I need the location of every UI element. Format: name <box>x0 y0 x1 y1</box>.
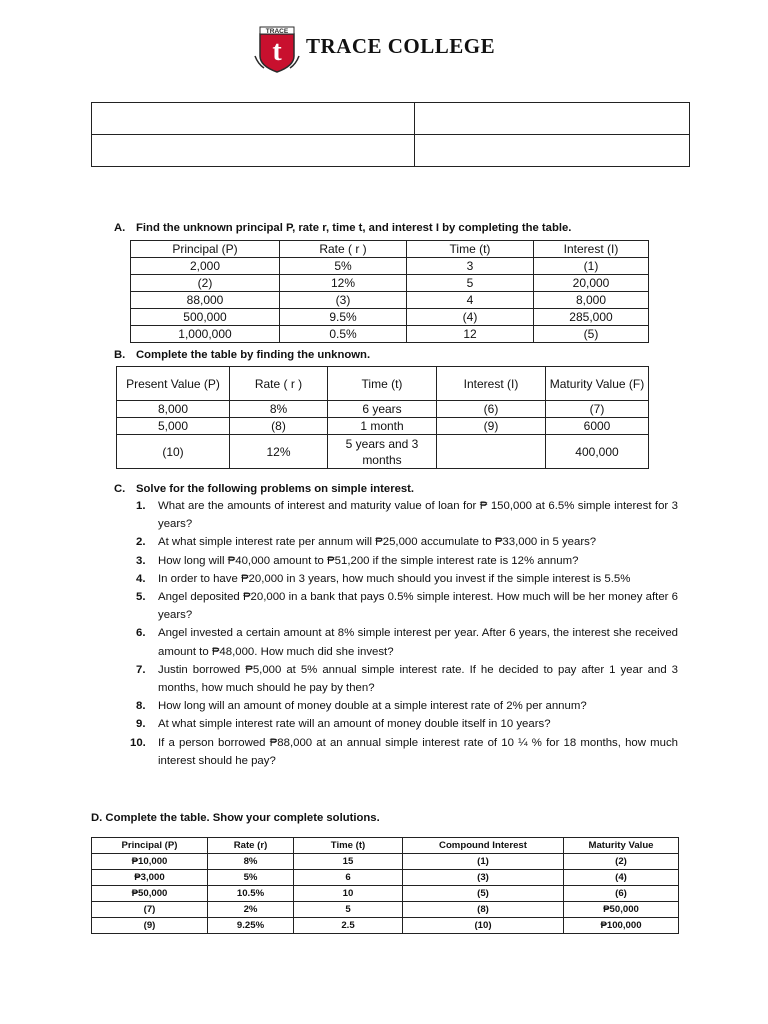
table-a-cell: (2) <box>131 275 280 292</box>
table-a-cell: 3 <box>407 258 534 275</box>
problem-text: At what simple interest rate per annum will ₱25,000 accumulate to ₱33,000 in 5 years? <box>158 536 597 549</box>
list-item <box>116 661 678 697</box>
table-d-cell: 5% <box>208 870 294 886</box>
table-a-cell: 20,000 <box>534 275 649 292</box>
problem-text: If a person borrowed ₱88,000 at an annual simple interest rate of 10 ¼ % for 18 months, how much interest should he pay? <box>158 736 678 767</box>
table-a-cell: 8,000 <box>534 292 649 309</box>
table-d-cell: (1) <box>403 854 564 870</box>
table-b-header: Present Value (P) <box>117 367 230 401</box>
table-b-cell: 6000 <box>546 418 649 435</box>
problem-number: 9. <box>136 718 146 731</box>
section-a-instruction: Find the unknown principal P, rate r, time t, and interest I by completing the table. <box>136 222 572 234</box>
table-a-cell: 4 <box>407 292 534 309</box>
info-cell <box>415 135 690 167</box>
table-b-cell: 8% <box>230 401 328 418</box>
table-a-cell: (1) <box>534 258 649 275</box>
section-b-instruction: Complete the table by finding the unknown. <box>136 349 371 361</box>
table-b-header: Time (t) <box>328 367 437 401</box>
problem-number: 6. <box>136 627 146 640</box>
table-d-cell: 5 <box>294 902 403 918</box>
table-a-cell: (4) <box>407 309 534 326</box>
problem-text: How long will an amount of money double at a simple interest rate of 2% per annum? <box>158 700 587 713</box>
problem-number: 5. <box>136 591 146 604</box>
table-d-header: Rate (r) <box>208 838 294 854</box>
table-a-cell: (3) <box>280 292 407 309</box>
problem-text: Angel invested a certain amount at 8% simple interest per year. After 6 years, the interest she received amount to ₱48,000. How much did she invest? <box>158 627 678 658</box>
table-row <box>92 870 679 886</box>
table-b-cell: 5,000 <box>117 418 230 435</box>
list-item <box>116 697 678 715</box>
table-a-header: Time (t) <box>407 241 534 258</box>
table-d-cell: 2.5 <box>294 918 403 934</box>
table-d-cell: 6 <box>294 870 403 886</box>
section-c-heading <box>114 483 414 495</box>
table-d-cell: (3) <box>403 870 564 886</box>
table-d-cell: (4) <box>564 870 679 886</box>
table-row <box>117 401 649 418</box>
table-row <box>92 902 679 918</box>
problem-number: 4. <box>136 572 146 585</box>
table-d-cell: 9.25% <box>208 918 294 934</box>
table-d-cell: ₱10,000 <box>92 854 208 870</box>
table-a-cell: 285,000 <box>534 309 649 326</box>
table-b-header: Maturity Value (F) <box>546 367 649 401</box>
table-row <box>131 292 649 309</box>
table-d-cell: (9) <box>92 918 208 934</box>
list-item <box>116 552 678 570</box>
table-d-header: Maturity Value <box>564 838 679 854</box>
table-d-cell: (5) <box>403 886 564 902</box>
table-b-header: Interest (I) <box>437 367 546 401</box>
problem-number: 2. <box>136 536 146 549</box>
list-item <box>116 624 678 660</box>
table-row <box>131 258 649 275</box>
table-b-cell: (10) <box>117 435 230 469</box>
table-a-cell: 0.5% <box>280 326 407 343</box>
table-a-header: Rate ( r ) <box>280 241 407 258</box>
table-b-header: Rate ( r ) <box>230 367 328 401</box>
table-d-header: Time (t) <box>294 838 403 854</box>
table-b-cell: 400,000 <box>546 435 649 469</box>
section-c-letter: C. <box>114 483 126 495</box>
problem-text: Justin borrowed ₱5,000 at 5% annual simple interest rate. If he decided to pay after 1 year and 3 months, how much should he pay by then? <box>158 663 678 695</box>
section-a-heading <box>114 222 571 234</box>
table-d-cell: (7) <box>92 902 208 918</box>
list-item <box>116 533 678 551</box>
section-b-heading <box>114 349 370 361</box>
table-a-cell: 9.5% <box>280 309 407 326</box>
table-row <box>92 854 679 870</box>
info-box <box>91 102 690 167</box>
table-d-header: Compound Interest <box>403 838 564 854</box>
table-a-cell: 5 <box>407 275 534 292</box>
info-cell <box>92 135 415 167</box>
table-a-header: Principal (P) <box>131 241 280 258</box>
list-item <box>116 715 678 733</box>
table-d-cell: ₱3,000 <box>92 870 208 886</box>
table-b-cell: (8) <box>230 418 328 435</box>
table-d-cell: 15 <box>294 854 403 870</box>
table-a-cell: 1,000,000 <box>131 326 280 343</box>
table-b-cell: 12% <box>230 435 328 469</box>
table-a <box>130 240 649 343</box>
section-c-instruction: Solve for the following problems on simple interest. <box>136 483 415 495</box>
college-name: TRACE COLLEGE <box>306 34 496 58</box>
table-b-cell: (7) <box>546 401 649 418</box>
problem-number: 1. <box>136 500 146 512</box>
table-a-cell: 500,000 <box>131 309 280 326</box>
table-d-header: Principal (P) <box>92 838 208 854</box>
table-row <box>131 309 649 326</box>
table-d-cell: 2% <box>208 902 294 918</box>
table-b-cell: 5 years and 3 months <box>328 435 437 469</box>
table-row <box>131 326 649 343</box>
table-a-cell: 12 <box>407 326 534 343</box>
table-d-cell: (8) <box>403 902 564 918</box>
table-a-cell: 2,000 <box>131 258 280 275</box>
problem-text: In order to have ₱20,000 in 3 years, how much should you invest if the simple interest is 5.5% <box>158 572 631 585</box>
trace-college-logo <box>254 26 300 74</box>
table-b-cell <box>437 435 546 469</box>
table-d-cell: 8% <box>208 854 294 870</box>
table-d-cell: ₱100,000 <box>564 918 679 934</box>
table-d-cell: ₱50,000 <box>564 902 679 918</box>
problem-number: 8. <box>136 700 146 713</box>
table-row <box>92 918 679 934</box>
table-d-cell: (2) <box>564 854 679 870</box>
list-item <box>116 588 678 624</box>
table-d-cell: 10 <box>294 886 403 902</box>
table-a-cell: (5) <box>534 326 649 343</box>
table-row <box>92 886 679 902</box>
problem-text: At what simple interest rate will an amount of money double itself in 10 years? <box>158 718 551 731</box>
logo-letter: t <box>272 36 282 67</box>
problem-text: Angel deposited ₱20,000 in a bank that pays 0.5% simple interest. How much will be her money after 6 years? <box>158 591 678 622</box>
table-a-cell: 12% <box>280 275 407 292</box>
table-d-cell: ₱50,000 <box>92 886 208 902</box>
table-d-cell: (10) <box>403 918 564 934</box>
table-b-cell: (9) <box>437 418 546 435</box>
table-b <box>116 366 649 469</box>
list-item <box>116 570 678 588</box>
table-d <box>91 837 679 934</box>
problem-text: How long will ₱40,000 amount to ₱51,200 if the simple interest rate is 12% annum? <box>158 554 579 567</box>
info-cell <box>92 103 415 135</box>
section-a-letter: A. <box>114 222 126 234</box>
logo-text: TRACE <box>265 28 289 35</box>
table-d-cell: 10.5% <box>208 886 294 902</box>
problem-text: What are the amounts of interest and maturity value of loan for ₱ 150,000 at 6.5% simple interest for 3 years? <box>158 500 678 531</box>
problem-list <box>116 497 678 770</box>
problem-number: 7. <box>136 663 146 676</box>
table-row <box>117 418 649 435</box>
table-d-cell: (6) <box>564 886 679 902</box>
table-a-cell: 5% <box>280 258 407 275</box>
problem-number: 10. <box>130 736 146 749</box>
table-row <box>117 435 649 469</box>
table-a-cell: 88,000 <box>131 292 280 309</box>
table-b-cell: (6) <box>437 401 546 418</box>
problem-number: 3. <box>136 554 146 567</box>
table-a-header: Interest (I) <box>534 241 649 258</box>
list-item <box>116 734 678 770</box>
table-b-cell: 6 years <box>328 401 437 418</box>
section-d-heading: D. Complete the table. Show your complete solutions. <box>91 812 380 824</box>
list-item <box>116 497 678 533</box>
table-b-cell: 1 month <box>328 418 437 435</box>
info-cell <box>415 103 690 135</box>
table-row <box>131 275 649 292</box>
table-b-cell: 8,000 <box>117 401 230 418</box>
section-b-letter: B. <box>114 349 126 361</box>
